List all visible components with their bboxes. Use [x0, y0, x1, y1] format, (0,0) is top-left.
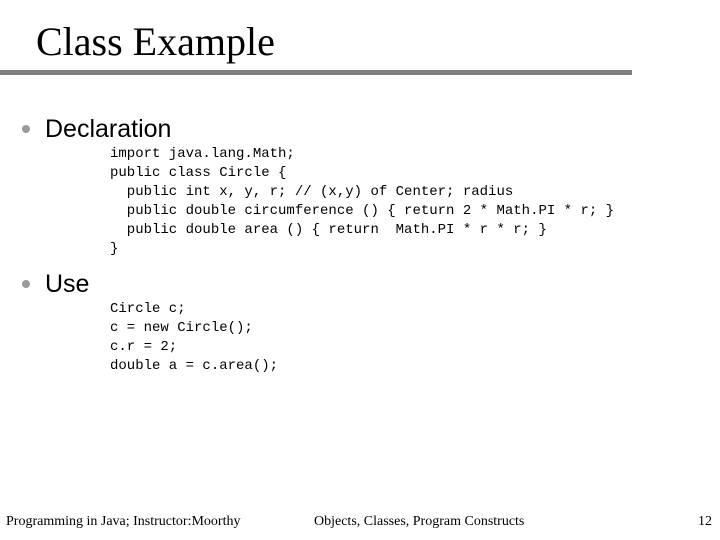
code-line: import java.lang.Math; [110, 146, 295, 162]
code-line: public double circumference () { return 2 * Math.PI * r; } [110, 203, 615, 219]
bullet-dot-icon [22, 280, 30, 288]
footer-topic: Objects, Classes, Program Constructs [314, 514, 525, 529]
code-line: public class Circle { [110, 165, 287, 181]
title-underline [0, 70, 632, 75]
code-line: public double area () { return Math.PI * r * r; } [110, 222, 547, 238]
footer-course: Programming in Java; Instructor:Moorthy [6, 514, 241, 529]
page-number: 12 [698, 514, 712, 529]
code-line: c = new Circle(); [110, 320, 253, 336]
bullet-dot-icon [22, 125, 30, 133]
bullet-use [22, 269, 89, 299]
code-line: public int x, y, r; // (x,y) of Center; radius [110, 184, 514, 200]
slide-title: Class Example [36, 19, 275, 64]
declaration-code-block [110, 145, 614, 259]
code-line: double a = c.area(); [110, 358, 279, 374]
bullet-declaration [22, 114, 171, 144]
code-line: } [110, 241, 119, 257]
bullet-label: Use [45, 269, 90, 298]
code-line: c.r = 2; [110, 339, 178, 355]
bullet-label: Declaration [45, 114, 172, 143]
use-code-block [110, 300, 278, 376]
code-line: Circle c; [110, 301, 186, 317]
